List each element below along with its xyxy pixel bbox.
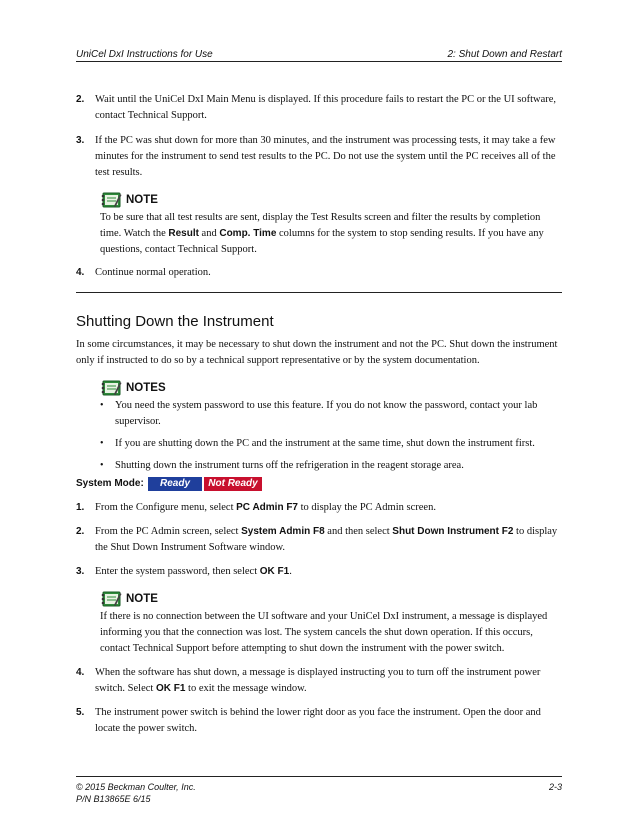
note-text: columns for the system to stop sending results. If you have any questions, contact Technical Support.: [100, 228, 544, 255]
page-header: [76, 44, 562, 60]
step-number: 2.: [76, 526, 85, 537]
note-heading: [100, 190, 562, 210]
bullet-item: [100, 458, 562, 474]
step-text-part: to display the PC Admin screen.: [298, 502, 436, 513]
note-text: and: [198, 228, 220, 239]
note-heading: [100, 589, 562, 609]
footer-part-number: P/N B13865E 6/15: [76, 794, 151, 804]
step-text-part: to display the Shut Down Instrument Software window.: [95, 526, 558, 553]
step-1: [76, 500, 562, 516]
bullet-icon: •: [100, 400, 104, 411]
note-box-1: [76, 190, 562, 258]
bullet-item: [100, 398, 562, 430]
step-number: 4.: [76, 267, 85, 278]
step-text-part: From the Configure menu, select: [95, 502, 237, 513]
system-mode-label: System Mode:: [76, 478, 144, 489]
ready-badge: Ready: [148, 477, 202, 491]
step-text-part: From the PC Admin screen, select: [95, 526, 242, 537]
step-text: [95, 665, 562, 697]
step-4-top: [76, 265, 562, 281]
step-3-top: [76, 133, 562, 181]
step-text-part: .: [289, 566, 292, 577]
note-title: NOTE: [126, 194, 158, 206]
ui-label-system-admin: System Admin F8: [241, 526, 325, 537]
step-text-part: Enter the system password, then select: [95, 566, 260, 577]
ui-label-result: Result: [168, 228, 199, 239]
note-notebook-icon: [100, 379, 122, 397]
step-text: Continue normal operation.: [95, 267, 211, 278]
step-text-part: to exit the message window.: [185, 683, 307, 694]
ui-label-comp-time: Comp. Time: [219, 228, 277, 239]
step-text-part: When the software has shut down, a message is displayed instructing you to turn off the instrument power switch. Select: [95, 667, 541, 694]
step-number: 3.: [76, 135, 85, 146]
system-mode-row: [76, 476, 562, 492]
step-2: [76, 524, 562, 556]
step-number: 2.: [76, 94, 85, 105]
notes-heading: [100, 378, 562, 398]
header-rule: [76, 61, 562, 62]
step-text: If the PC was shut down for more than 30 minutes, and the instrument was processing tests, it may take a few minutes for the instrument to send test results to the PC. Do not use the system until the PC receives all of the test results.: [95, 135, 556, 178]
not-ready-badge: Not Ready: [204, 477, 262, 491]
note-text: To be sure that all test results are sent, display the Test Results screen and filter the results by completion time. Watch the: [100, 212, 541, 239]
note-notebook-icon: [100, 191, 122, 209]
page-content: [76, 92, 562, 737]
bullet-text: You need the system password to use this feature. If you do not know the password, contact your lab supervisor.: [115, 400, 538, 427]
step-text: The instrument power switch is behind the lower right door as you face the instrument. Open the door and locate the power switch.: [95, 707, 541, 734]
bullet-icon: •: [100, 438, 104, 449]
note-notebook-icon: [100, 590, 122, 608]
footer-copyright: © 2015 Beckman Coulter, Inc.: [76, 782, 196, 792]
section-title: Shutting Down the Instrument: [76, 313, 274, 330]
step-text: [95, 500, 562, 516]
step-number: 3.: [76, 566, 85, 577]
page-footer: [76, 781, 562, 805]
section-intro: In some circumstances, it may be necessary to shut down the instrument and not the PC. Shut down the instrument only if instructed to do so by a technical support representative or by the system documentation.: [76, 339, 558, 366]
step-text-part: and then select: [324, 526, 393, 537]
step-text: Wait until the UniCel DxI Main Menu is displayed. If this procedure fails to restart the PC or the UI software, contact Technical Support.: [95, 94, 557, 121]
notes-title: NOTES: [126, 382, 166, 394]
notes-box-2: [76, 378, 562, 474]
step-text: [95, 524, 562, 556]
bullet-item: [100, 436, 562, 452]
step-2-top: [76, 92, 562, 124]
bullet-icon: •: [100, 460, 104, 471]
step-5: [76, 705, 562, 737]
step-number: 4.: [76, 667, 85, 678]
bullet-text: Shutting down the instrument turns off the refrigeration in the reagent storage area.: [115, 460, 464, 471]
step-number: 1.: [76, 502, 85, 513]
note-box-3: [76, 589, 562, 657]
bullet-text: If you are shutting down the PC and the instrument at the same time, shut down the instrument first.: [115, 438, 535, 449]
note-body: [100, 210, 562, 258]
footer-page-number: 2-3: [548, 782, 562, 792]
ui-label-ok: OK F1: [259, 566, 290, 577]
header-manual-title: UniCel DxI Instructions for Use: [76, 49, 213, 60]
step-3: [76, 564, 562, 580]
ui-label-shut-down-instrument: Shut Down Instrument F2: [392, 526, 514, 537]
section-rule: [76, 292, 562, 293]
note-title: NOTE: [126, 593, 158, 605]
step-4: [76, 665, 562, 697]
note-body: If there is no connection between the UI software and your UniCel DxI instrument, a message is displayed informing you that the connection was lost. The system cancels the shut down operation. If this occurs, contact Technical Support before attempting to shut down the instrument with the power switch.: [100, 611, 548, 654]
ui-label-ok: OK F1: [155, 683, 186, 694]
step-text: [95, 564, 562, 580]
header-chapter-title: 2: Shut Down and Restart: [447, 49, 562, 60]
footer-rule: [76, 776, 562, 777]
ui-label-pc-admin: PC Admin F7: [236, 502, 298, 513]
step-number: 5.: [76, 707, 85, 718]
